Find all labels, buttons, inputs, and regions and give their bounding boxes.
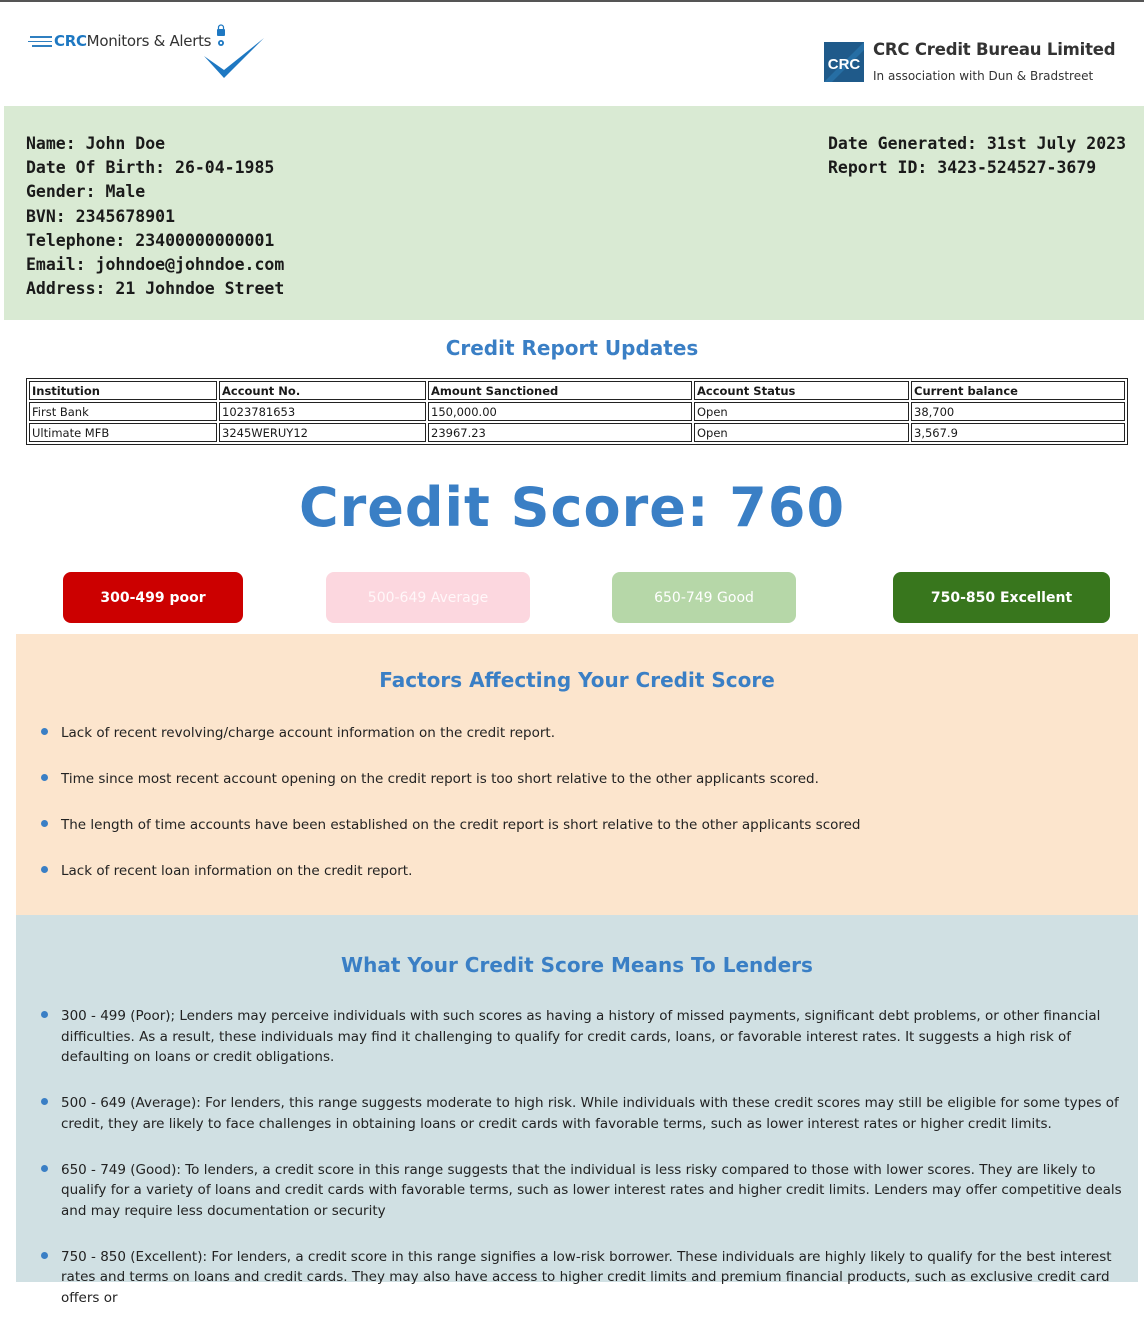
bureau-association: In association with Dun & Bradstreet [873,69,1094,83]
column-header: Account No. [219,381,426,400]
range-poor-button[interactable]: 300-499 poor [63,572,243,623]
crc-monitors-alerts-logo [26,22,266,84]
credit-updates-title: Credit Report Updates [445,336,699,360]
table-cell: 3245WERUY12 [219,423,426,442]
column-header: Account Status [694,381,909,400]
list-item: Lack of recent revolving/charge account information on the credit report. [40,723,1134,744]
dob-field: Date Of Birth: 26-04-1985 [26,158,275,178]
table-cell: 150,000.00 [428,402,692,421]
column-header: Institution [29,381,217,400]
logo-brand-text: CRC [54,32,87,50]
lenders-section [16,915,1138,1306]
credit-updates-table [26,378,1128,445]
column-header: Current balance [911,381,1125,400]
personal-details [26,132,284,301]
gender-field: Gender: Male [26,182,146,202]
factors-section [16,634,1138,915]
column-header: Amount Sanctioned [428,381,692,400]
date-generated: Date Generated: 31st July 2023 [827,134,1126,153]
list-item: 750 - 850 (Excellent): For lenders, a credit score in this range signifies a low-risk borrower. These individuals are highly likely to qualify for the best interest rates and terms on loans and credit cards. They may also have access to higher credit limits and premium financial products, such as exclusive credit card offers or [40,1247,1134,1309]
credit-score: Credit Score: 760 [298,476,846,539]
bvn-field: BVN: 2345678901 [26,206,176,226]
list-item: Lack of recent loan information on the credit report. [40,861,1134,882]
bureau-name: CRC Credit Bureau Limited [873,40,1116,59]
report-meta [828,132,1126,180]
report-header [0,2,1144,104]
table-cell: Open [694,423,909,442]
email-field: Email: johndoe@johndoe.com [26,255,285,275]
table-cell: 1023781653 [219,402,426,421]
table-row [29,423,1125,442]
list-item: 650 - 749 (Good): To lenders, a credit score in this range suggests that the individual is less risky compared to those with lower scores. They are likely to qualify for a variety of loans and credit cards with favorable terms, such as lower interest rates and higher credit limits. Lenders may offer competitive deals and may require less documentation or security [40,1160,1134,1222]
table-cell: Open [694,402,909,421]
table-row [29,402,1125,421]
logo-product-text: Monitors & Alerts [86,32,212,50]
factors-list [40,723,1134,907]
list-item: 300 - 499 (Poor); Lenders may perceive individuals with such scores as having a history of missed payments, significant debt problems, or other financial difficulties. As a result, these individuals may find it challenging to qualify for credit cards, loans, or favorable interest rates. It suggests a high risk of defaulting on loans or credit obligations. [40,1006,1134,1068]
lenders-list [40,1006,1134,1334]
table-cell: 38,700 [911,402,1125,421]
table-header-row [29,381,1125,400]
crc-badge-icon [824,42,864,82]
factors-title: Factors Affecting Your Credit Score [379,668,775,692]
table-cell: 3,567.9 [911,423,1125,442]
range-excellent-button[interactable]: 750-850 Excellent [893,572,1110,623]
report-id: Report ID: 3423-524527-3679 [827,158,1097,178]
list-item: Time since most recent account opening on the credit report is too short relative to the other applicants scored. [40,769,1134,790]
table-cell: First Bank [29,402,217,421]
list-item: 500 - 649 (Average): For lenders, this range suggests moderate to high risk. While individuals with these credit scores may still be eligible for some types of credit, they are likely to face challenges in obtaining loans or credit cards with favorable terms, such as lower interest rates or higher credit limits. [40,1093,1134,1134]
name-field: Name: John Doe [26,134,166,153]
table-cell: 23967.23 [428,423,692,442]
profile-panel [4,106,1144,320]
lenders-title: What Your Credit Score Means To Lenders [341,953,813,977]
range-good-button[interactable]: 650-749 Good [612,572,796,623]
range-average-button[interactable]: 500-649 Average [326,572,530,623]
crc-credit-bureau-logo [824,38,1116,88]
checkmark-icon [202,34,266,82]
telephone-field: Telephone: 23400000000001 [26,230,275,250]
speed-lines-icon [26,36,52,50]
list-item: The length of time accounts have been established on the credit report is short relative to the other applicants scored [40,815,1134,836]
crc-badge-text: CRC [827,56,861,73]
table-cell: Ultimate MFB [29,423,217,442]
address-field: Address: 21 Johndoe Street [26,279,285,299]
